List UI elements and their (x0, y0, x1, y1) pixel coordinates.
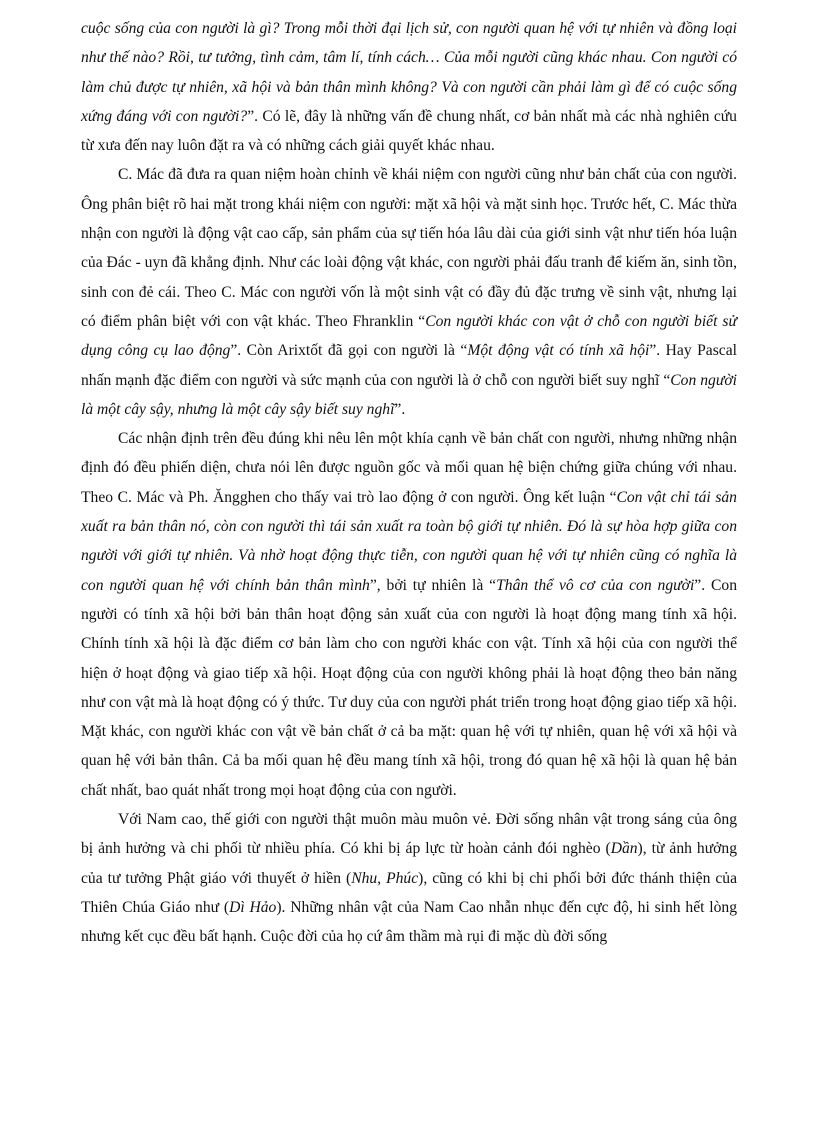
text-run: Con người là một cây sậy, nhưng là một cây sậy biết suy nghĩ (81, 371, 737, 418)
text-run: ”. Có lẽ, đây là những vấn đề chung nhất, cơ bản nhất mà các nhà nghiên cứu từ xưa đến nay luôn đặt ra và có những cách giải quyết khác nhau. (81, 107, 737, 155)
paragraph-2 (81, 160, 737, 424)
text-run: Với Nam cao, thế giới con người thật muôn màu muôn vẻ. Đời sống nhân vật trong sáng của ông bị ảnh hưởng và chi phối từ nhiều phía. Có khi bị áp lực từ hoàn cảnh đói nghèo ( (81, 811, 737, 858)
text-run: ”. Con người có tính xã hội bởi bản thân hoạt động sản xuất của con người là hoạt động mang tính xã hội. Chính tính xã hội là đặc điểm cơ bản làm cho con người khác con vật. Tính xã hội của con người thể hiện ở hoạt động và giao tiếp xã hội. Hoạt động của con người không phải là hoạt động theo bản năng như con vật mà là hoạt động có ý thức. Tư duy của con người phát triển trong hoạt động giao tiếp xã hội. Mặt khác, con người khác con vật về bản chất ở cả ba mặt: quan hệ với tự nhiên, quan hệ với xã hội và quan hệ với bản thân. Cả ba mối quan hệ đều mang tính xã hội, trong đó quan hệ xã hội là quan hệ bản chất nhất, bao quát nhất trong mọi hoạt động của con người. (81, 576, 738, 799)
text-run: Con vật chỉ tái sản xuất ra bản thân nó, còn con người thì tái sản xuất ra toàn bộ giới tự nhiên. Đó là sự hòa hợp giữa con người với giới tự nhiên. Và nhờ hoạt động thực tiễn, con người quan hệ với tự nhiên cũng có nghĩa là con người quan hệ với chính bản thân mình (81, 488, 737, 594)
text-run: C. Mác đã đưa ra quan niệm hoàn chỉnh về khái niệm con người cũng như bản chất của con người. Ông phân biệt rõ hai mặt trong khái niệm con người: mặt xã hội và mặt sinh học. Trước hết, C. Mác thừa nhận con người là động vật cao cấp, sản phẩm của sự tiến hóa lâu dài của giới sinh vật như tiến hóa luận của Đác - uyn đã khẳng định. Như các loài động vật khác, con người phải đấu tranh để kiếm ăn, sinh tồn, sinh con đẻ cái. Theo C. Mác con người vốn là một sinh vật có đầy đủ đặc trưng về sinh vật, nhưng lại có điểm phân biệt với con vật khác. Theo Fhranklin “ (81, 166, 737, 330)
text-run: Con người khác con vật ở chỗ con người biết sử dụng công cụ lao động (81, 312, 737, 360)
text-run: Nhu, Phúc (351, 869, 419, 887)
text-run: ”. Hay Pascal nhấn mạnh đặc điểm con người và sức mạnh của con người là ở chỗ con người biết suy nghĩ “ (81, 342, 737, 389)
text-run: ). Những nhân vật của Nam Cao nhẫn nhục đến cực độ, hi sinh hết lòng nhưng kết cục đều bất hạnh. Cuộc đời của họ cứ âm thầm mà rụi đi mặc dù đời sống (81, 898, 737, 946)
text-run: ”. Còn Arixtốt đã gọi con người là “ (230, 342, 468, 360)
paragraph-3 (81, 424, 737, 805)
text-run: Các nhận định trên đều đúng khi nêu lên một khía cạnh về bản chất con người, nhưng những nhận định đó đều phiến diện, chưa nói lên được nguồn gốc và mối quan hệ biện chứng giữa chúng với nhau. Theo C. Mác và Ph. Ăngghen cho thấy vai trò lao động ở con người. Ông kết luận “ (81, 430, 737, 506)
text-run: Dì Hảo (229, 898, 277, 916)
paragraph-4 (81, 805, 737, 951)
text-run: cuộc sống của con người là gì? Trong mỗi thời đại lịch sử, con người quan hệ với tự nhiên và đồng loại như thế nào? Rồi, tư tưởng, tình cảm, tâm lí, tính cách… Của mỗi người cũng khác nhau. Con người có làm chủ được tự nhiên, xã hội và bản thân mình không? Và con người cần phải làm gì để có cuộc sống xứng đáng với con người? (81, 20, 737, 125)
document-page (81, 14, 737, 952)
text-run: ”. (394, 400, 406, 418)
text-run: Một động vật có tính xã hội (467, 342, 650, 360)
text-run: Dần (610, 840, 638, 858)
paragraph-1 (81, 14, 737, 160)
text-run: Thân thể vô cơ của con người (496, 576, 695, 594)
text-run: ”, bởi tự nhiên là “ (369, 576, 497, 594)
text-run: ), cũng có khi bị chi phối bởi đức thánh thiện của Thiên Chúa Giáo như ( (81, 869, 737, 916)
text-run: ), từ ảnh hưởng của tư tưởng Phật giáo với thuyết ở hiền ( (81, 840, 738, 887)
